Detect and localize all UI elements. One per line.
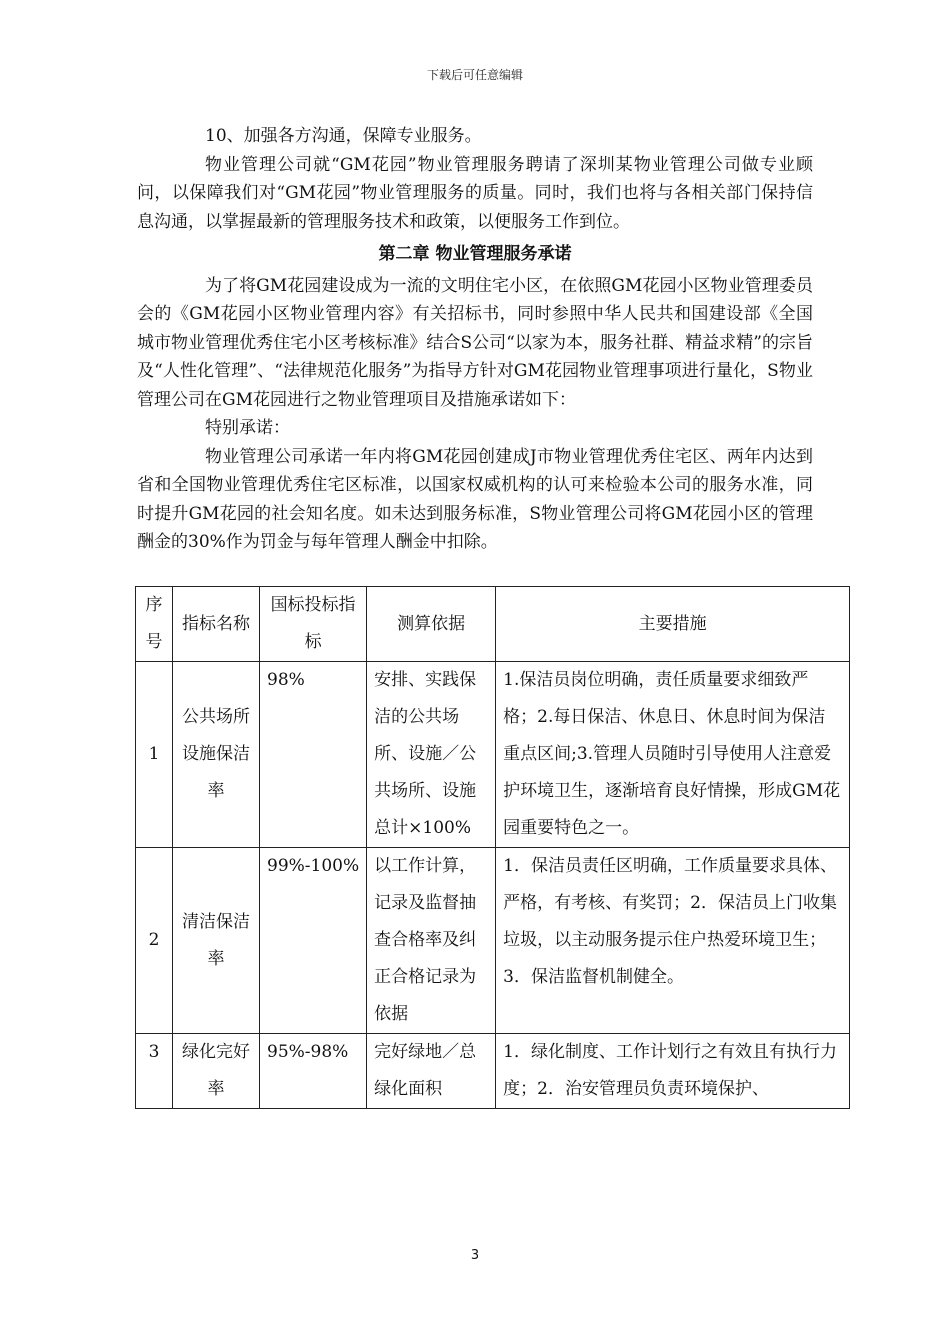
table-row xyxy=(136,848,850,1034)
chapter-title: 第二章 物业管理服务承诺 xyxy=(378,244,572,264)
indicator-name: 清洁保洁率 xyxy=(173,848,260,1034)
indicator-name: 绿化完好率 xyxy=(173,1034,260,1109)
page-header: 下载后可任意编辑 xyxy=(426,68,523,82)
header-cell: 序号 xyxy=(136,587,173,662)
row-number: 2 xyxy=(136,848,173,1034)
main-measures: 1．绿化制度、工作计划行之有效且有执行力度；2．治安管理员负责环境保护、 xyxy=(496,1034,850,1109)
header-cell: 测算依据 xyxy=(367,587,496,662)
row-number: 3 xyxy=(136,1034,173,1109)
paragraph: 物业管理公司就“GM花园”物业管理服务聘请了深圳某物业管理公司做专业顾问，以保障我们对“GM花园”物业管理服务的质量。同时，我们也将与各相关部门保持信息沟通，以掌握最新的管理服务技术和政策，以便服务工作到位。 xyxy=(137,154,813,232)
page-number: 3 xyxy=(470,1248,480,1263)
header-cell: 指标名称 xyxy=(173,587,260,662)
table-row xyxy=(136,662,850,848)
header-cell: 主要措施 xyxy=(496,587,850,662)
header-cell: 国标投标指标 xyxy=(260,587,367,662)
commitment-table xyxy=(135,586,850,1109)
table-row xyxy=(136,1034,850,1109)
indicator-name: 公共场所设施保洁率 xyxy=(173,662,260,848)
indicator-target: 99%-100% xyxy=(260,848,367,1034)
indicator-target: 95%-98% xyxy=(260,1034,367,1109)
calculation-basis: 完好绿地／总绿化面积 xyxy=(367,1034,496,1109)
paragraph: 物业管理公司承诺一年内将GM花园创建成J市物业管理优秀住宅区、两年内达到省和全国物业管理优秀住宅区标准，以国家权威机构的认可来检验本公司的服务水准，同时提升GM花园的社会知名度。如未达到服务标准，S物业管理公司将GM花园小区的管理酬金的30%作为罚金与每年管理人酬金中扣除。 xyxy=(137,446,813,552)
indicator-target: 98% xyxy=(260,662,367,848)
paragraph: 为了将GM花园建设成为一流的文明住宅小区，在依照GM花园小区物业管理委员会的《GM花园小区物业管理内容》有关招标书，同时参照中华人民共和国建设部《全国城市物业管理优秀住宅小区考核标准》结合S公司“以家为本，服务社群、精益求精”的宗旨及“人性化管理”、“法律规范化服务”为指导方针对GM花园物业管理事项进行量化，S物业管理公司在GM花园进行之物业管理项目及措施承诺如下： xyxy=(137,275,813,410)
main-measures: 1.保洁员岗位明确，责任质量要求细致严格；2.每日保洁、休息日、休息时间为保洁重点区间;3.管理人员随时引导使用人注意爱护环境卫生，逐渐培育良好情操，形成GM花园重要特色之一。 xyxy=(496,662,850,848)
paragraph: 特别承诺： xyxy=(205,418,290,438)
document-body xyxy=(137,122,813,557)
main-measures: 1．保洁员责任区明确，工作质量要求具体、严格，有考核、有奖罚；2．保洁员上门收集垃圾，以主动服务提示住户热爱环境卫生；3．保洁监督机制健全。 xyxy=(496,848,850,1034)
calculation-basis: 安排、实践保洁的公共场所、设施／公共场所、设施总计×100% xyxy=(367,662,496,848)
row-number: 1 xyxy=(136,662,173,848)
calculation-basis: 以工作计算，记录及监督抽查合格率及纠正合格记录为依据 xyxy=(367,848,496,1034)
paragraph: 10、加强各方沟通，保障专业服务。 xyxy=(205,126,482,146)
table-header-row xyxy=(136,587,850,662)
